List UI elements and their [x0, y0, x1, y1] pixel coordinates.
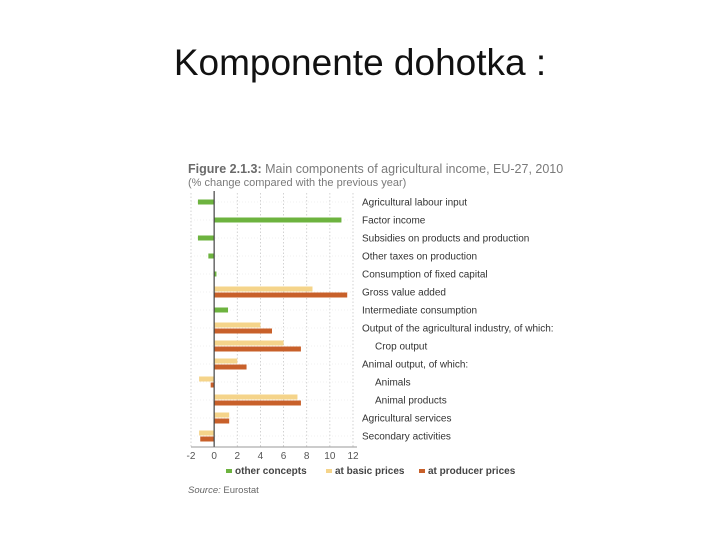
category-label: Animal products [375, 395, 447, 407]
bar-at-producer-prices [214, 365, 246, 370]
category-label: Animal output, of which: [362, 359, 469, 371]
bar-at-basic-prices [214, 341, 283, 346]
legend-swatch [226, 469, 232, 473]
bar-other-concepts [198, 200, 214, 205]
category-label: Other taxes on production [362, 251, 478, 263]
x-tick-label: 8 [303, 451, 310, 462]
bar-other-concepts [198, 236, 214, 241]
source-value: Eurostat [223, 485, 259, 496]
grid-layer [191, 193, 353, 447]
bar-other-concepts [208, 254, 214, 259]
category-label: Gross value added [362, 287, 446, 299]
figure-number: Figure 2.1.3: [188, 162, 262, 176]
bar-at-basic-prices [214, 395, 297, 400]
category-label: Secondary activities [362, 431, 451, 443]
category-label: Factor income [362, 215, 426, 227]
x-tick-label: 6 [280, 451, 287, 462]
bar-at-basic-prices [214, 359, 237, 364]
legend-label: other concepts [235, 466, 307, 477]
category-label: Consumption of fixed capital [362, 269, 488, 281]
x-tick-label: 2 [234, 451, 241, 462]
x-tick-label: 4 [257, 451, 264, 462]
bar-other-concepts [214, 308, 228, 313]
x-tick-label: -2 [186, 451, 196, 462]
category-label: Crop output [375, 341, 428, 353]
x-tick-label: 10 [324, 451, 336, 462]
figure-source [188, 485, 259, 496]
bar-at-basic-prices [214, 413, 229, 418]
bar-at-basic-prices [214, 287, 312, 292]
legend-swatch [326, 469, 332, 473]
bar-other-concepts [214, 218, 341, 223]
bar-at-producer-prices [200, 437, 214, 442]
bar-at-producer-prices [214, 329, 272, 334]
category-label: Animals [375, 377, 411, 389]
category-label: Intermediate consumption [362, 305, 478, 317]
figure-title-text: Main components of agricultural income, EU-27, 2010 [265, 162, 564, 176]
legend-swatch [419, 469, 425, 473]
category-label: Agricultural services [362, 413, 452, 425]
legend-label: at producer prices [428, 466, 516, 477]
slide-title: Komponente dohotka : [173, 42, 547, 83]
source-label: Source: [188, 485, 221, 496]
bar-at-producer-prices [214, 347, 301, 352]
bar-at-basic-prices [199, 377, 214, 382]
legend-layer [226, 466, 516, 477]
x-tick-label: 12 [347, 451, 359, 462]
category-label: Subsidies on products and production [362, 233, 530, 245]
bar-at-producer-prices [214, 401, 301, 406]
bar-chart [186, 160, 596, 480]
figure-subtitle: (% change compared with the previous year) [188, 177, 407, 189]
axis-layer [191, 191, 357, 447]
bar-at-basic-prices [199, 431, 214, 436]
bar-layer [198, 200, 347, 442]
bar-at-basic-prices [214, 323, 260, 328]
bar-at-producer-prices [214, 293, 347, 298]
x-tick-label: 0 [211, 451, 217, 462]
legend-label: at basic prices [335, 466, 405, 477]
category-label: Output of the agricultural industry, of which: [362, 323, 554, 335]
bar-at-producer-prices [214, 419, 229, 424]
figure [186, 160, 596, 500]
category-label: Agricultural labour input [362, 197, 468, 209]
